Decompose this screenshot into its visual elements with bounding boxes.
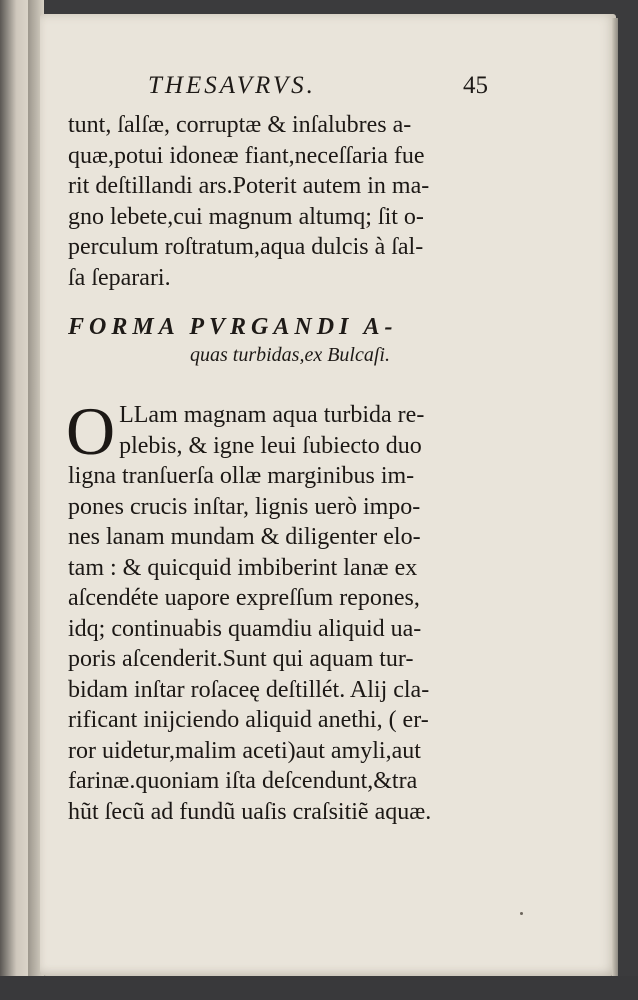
section-title: FORMA PVRGANDI A-	[68, 314, 398, 340]
text-line: poris aſcenderit.Sunt qui aquam tur-	[68, 646, 414, 672]
text-line: bidam inſtar roſaceę deſtillét. Alij cla-	[68, 676, 430, 703]
paper-speck	[520, 912, 523, 915]
text-line: ror uidetur,malim aceti)aut amyli,aut	[68, 737, 421, 764]
text-line: gno lebete,cui magnum altumq; ſit o-	[68, 203, 424, 230]
text-line: idq; continuabis quamdiu aliquid ua-	[68, 615, 422, 642]
text-line: plebis, & igne leui ſubiecto duo	[119, 432, 422, 459]
section-subtitle: quas turbidas,ex Bulcaſi.	[190, 344, 390, 366]
text-line: LLam magnam aqua turbida re-	[119, 402, 425, 428]
text-line: pones crucis inſtar, lignis uerò impo-	[68, 493, 421, 520]
text-line: ligna tranſuerſa ollæ marginibus im-	[68, 463, 415, 489]
text-line: hũt ſecũ ad fundũ uaſis craſsitiẽ aquæ.	[68, 798, 432, 825]
drop-capital: O	[66, 393, 116, 469]
text-line: tunt, ſalſæ, corruptæ & inſalubres a-	[68, 112, 412, 138]
paragraph-2	[66, 393, 476, 827]
text-line: farinæ.quoniam iſta deſcendunt,&tra	[68, 768, 418, 794]
text-line: nes lanam mundam & diligenter elo-	[68, 524, 421, 550]
text-line: aſcendéte uapore expreſſum repones,	[68, 585, 420, 611]
paragraph-1	[68, 110, 476, 293]
text-line: tam : & quicquid imbiberint lanæ ex	[68, 554, 418, 581]
running-title: THESAVRVS.	[148, 72, 316, 99]
running-header	[148, 72, 488, 100]
page-number: 45	[463, 72, 488, 99]
page-fore-edge	[612, 18, 618, 976]
background-strip	[0, 976, 638, 1000]
text-line: quæ,potui idoneæ fiant,neceſſaria fue	[68, 142, 425, 169]
left-page-edge	[0, 0, 30, 1000]
text-line: rit deſtillandi ars.Poterit autem in ma-	[68, 173, 430, 199]
text-line: ſa ſeparari.	[68, 264, 171, 291]
text-line: perculum roſtratum,aqua dulcis à ſal-	[68, 234, 424, 260]
text-line: rificant inijciendo aliquid anethi, ( er-	[68, 707, 429, 733]
